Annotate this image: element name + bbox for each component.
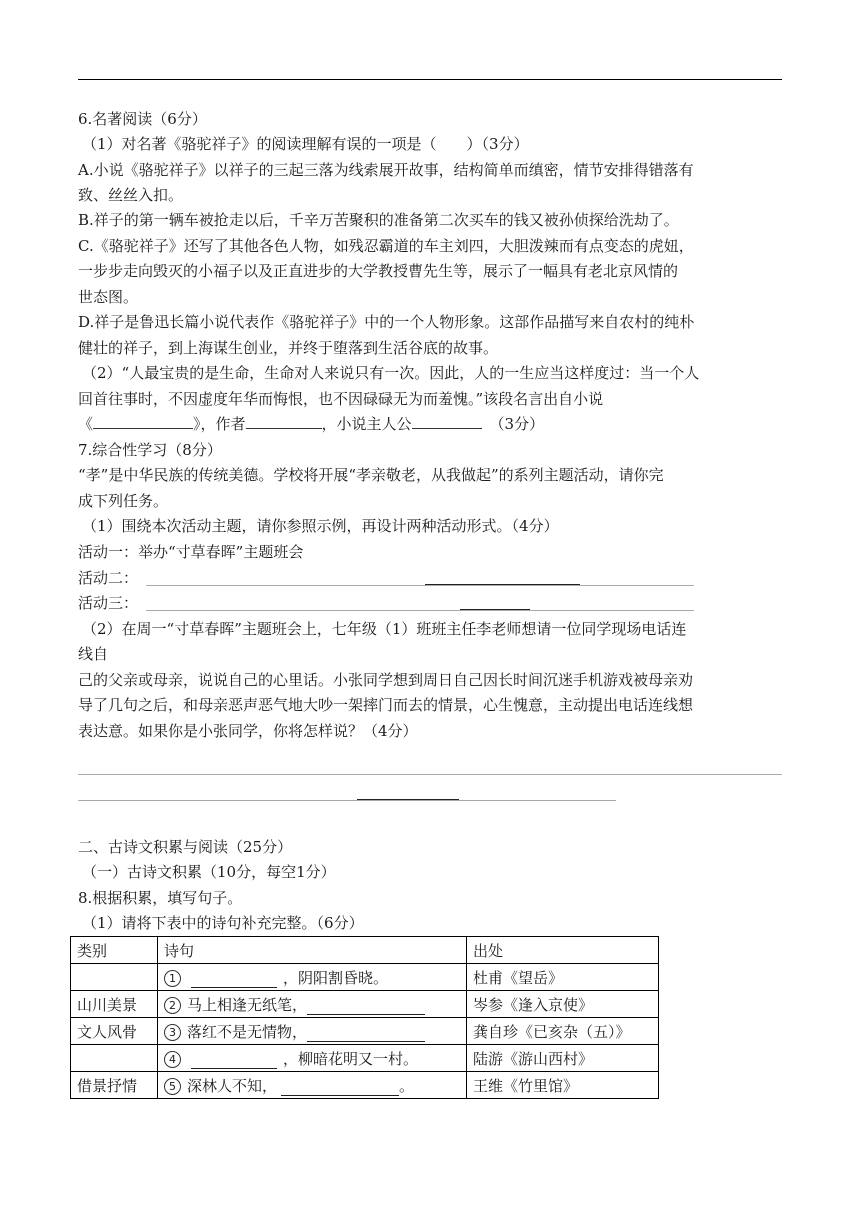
- row-source: 杜甫《望岳》: [467, 964, 659, 991]
- q7-part1-stem: （1）围绕本次活动主题，请你参照示例，再设计两种活动形式。（4分）: [82, 517, 559, 535]
- q7-part2-line5: 表达意。如果你是小张同学，你将怎样说？（4分）: [78, 722, 418, 740]
- row-verse: 2 马上相逢无纸笔，: [158, 991, 467, 1018]
- q7-answer-line-1[interactable]: [78, 774, 782, 775]
- q6-part2-line2: 回首往事时，不因虚度年华而悔恨，也不因碌碌无为而羞愧。”该段名言出自小说: [78, 390, 604, 408]
- q6-option-c-line2: 一步步走向毁灭的小福子以及正直进步的大学教授曹先生等，展示了一幅具有老北京风情的: [78, 262, 679, 280]
- q6-title: 6.名著阅读（6分）: [78, 110, 207, 128]
- circled-number: 1: [164, 970, 181, 987]
- activity-three-answer-mark: [460, 609, 530, 610]
- book-title-blank[interactable]: [93, 414, 193, 429]
- row-category: 借景抒情: [71, 1072, 158, 1099]
- q6-option-a-line2: 致、丝丝入扣。: [78, 186, 184, 204]
- circled-number: 2: [164, 997, 181, 1014]
- table-row: [71, 991, 659, 1018]
- q7-part2-line4: 导了几句之后，和母亲恶声恶气地大吵一架摔门而去的情景，心生愧意，主动提出电话连线想: [78, 696, 694, 714]
- header-source: 出处: [467, 937, 659, 964]
- table-header-row: [71, 937, 659, 964]
- activity-one: 活动一：举办“寸草春晖”主题班会: [78, 543, 304, 561]
- q6-part2-line1: （2）“人最宝贵的是生命，生命对人来说只有一次。因此，人的一生应当这样度过：当一个人: [82, 364, 700, 382]
- activity-three-label: 活动三：: [78, 594, 139, 612]
- row-verse: 4 ，柳暗花明又一村。: [158, 1045, 467, 1072]
- q7-answer-line-2[interactable]: [78, 800, 616, 801]
- verse-blank[interactable]: [281, 1079, 399, 1096]
- table-row: [71, 1072, 659, 1099]
- q6-part2-line3: [78, 414, 544, 434]
- verse-blank[interactable]: [307, 1025, 425, 1042]
- verse-blank[interactable]: [191, 1052, 277, 1069]
- row-verse: 1 ，阴阳割昏晓。: [158, 964, 467, 991]
- q6-option-c-line1: C.《骆驼祥子》还写了其他各色人物，如残忍霸道的车主刘四，大胆泼辣而有点变态的虎妞，: [78, 237, 694, 255]
- author-label: 》，作者: [193, 415, 246, 433]
- protagonist-blank[interactable]: [412, 414, 482, 429]
- book-open-quote: 《: [78, 415, 94, 433]
- row-category: [71, 1045, 158, 1072]
- q7-intro-line2: 成下列任务。: [78, 492, 169, 510]
- row-source: 龚自珍《已亥杂（五）》: [467, 1018, 659, 1045]
- q8-part1-stem: （1）请将下表中的诗句补充完整。（6分）: [82, 914, 364, 932]
- q6-option-b: B.祥子的第一辆车被抢走以后，千辛万苦聚积的准备第二次买车的钱又被孙侦探给洗劫了。: [78, 211, 679, 229]
- protagonist-label: ，小说主人公: [321, 415, 412, 433]
- row-source: 王维《竹里馆》: [467, 1072, 659, 1099]
- row-category: 文人风骨: [71, 1018, 158, 1045]
- q6-option-d-line2: 健壮的祥子，到上海谋生创业，并终于堕落到生活谷底的故事。: [78, 339, 499, 357]
- q6-part1-stem: （1）对名著《骆驼祥子》的阅读理解有误的一项是（ ）（3分）: [82, 135, 529, 153]
- circled-number: 4: [164, 1051, 181, 1068]
- table-row: [71, 1018, 659, 1045]
- table-row: [71, 1045, 659, 1072]
- verse-blank[interactable]: [307, 998, 425, 1015]
- q7-part2-line1: （2）在周一“寸草春晖”主题班会上，七年级（1）班班主任李老师想请一位同学现场电话连: [82, 620, 687, 638]
- row-category: 山川美景: [71, 991, 158, 1018]
- author-blank[interactable]: [246, 414, 322, 429]
- table-row: [71, 964, 659, 991]
- q8-title: 8.根据积累，填写句子。: [78, 889, 243, 907]
- row-verse: 3 落红不是无情物，: [158, 1018, 467, 1045]
- activity-two-label: 活动二：: [78, 569, 139, 587]
- header-rule: [78, 79, 782, 80]
- q7-answer-mark: [357, 799, 459, 800]
- header-category: 类别: [71, 937, 158, 964]
- row-source: 陆游《游山西村》: [467, 1045, 659, 1072]
- q7-title: 7.综合性学习（8分）: [78, 441, 222, 459]
- q7-part2-line2: 线自: [78, 645, 109, 663]
- row-category: [71, 964, 158, 991]
- circled-number: 3: [164, 1024, 181, 1041]
- q6-option-d-line1: D.祥子是鲁迅长篇小说代表作《骆驼祥子》中的一个人物形象。这部作品描写来自农村的纯朴: [78, 313, 695, 331]
- row-verse: 5 深林人不知， 。: [158, 1072, 467, 1099]
- activity-two-answer-line[interactable]: [146, 585, 694, 586]
- activity-two-answer-mark: [425, 584, 580, 585]
- part2-title: 二、古诗文积累与阅读（25分）: [78, 838, 293, 856]
- header-verse: 诗句: [158, 937, 467, 964]
- circled-number: 5: [164, 1078, 181, 1095]
- q6-part2-score: （3分）: [489, 415, 545, 433]
- verse-blank[interactable]: [191, 971, 277, 988]
- q7-intro-line1: “孝”是中华民族的传统美德。学校将开展“孝亲敬老，从我做起”的系列主题活动，请你完: [78, 466, 664, 484]
- q6-option-a-line1: A.小说《骆驼祥子》以祥子的三起三落为线索展开故事，结构简单而缜密，情节安排得错落有: [78, 161, 694, 179]
- activity-three-answer-line[interactable]: [146, 610, 694, 611]
- poem-table: [70, 936, 659, 1099]
- q6-option-c-line3: 世态图。: [78, 288, 139, 306]
- q7-part2-line3: 己的父亲或母亲，说说自己的心里话。小张同学想到周日自己因长时间沉迷手机游戏被母亲劝: [78, 671, 694, 689]
- row-source: 岑参《逢入京使》: [467, 991, 659, 1018]
- part2-sub1: （一）古诗文积累（10分，每空1分）: [82, 863, 336, 881]
